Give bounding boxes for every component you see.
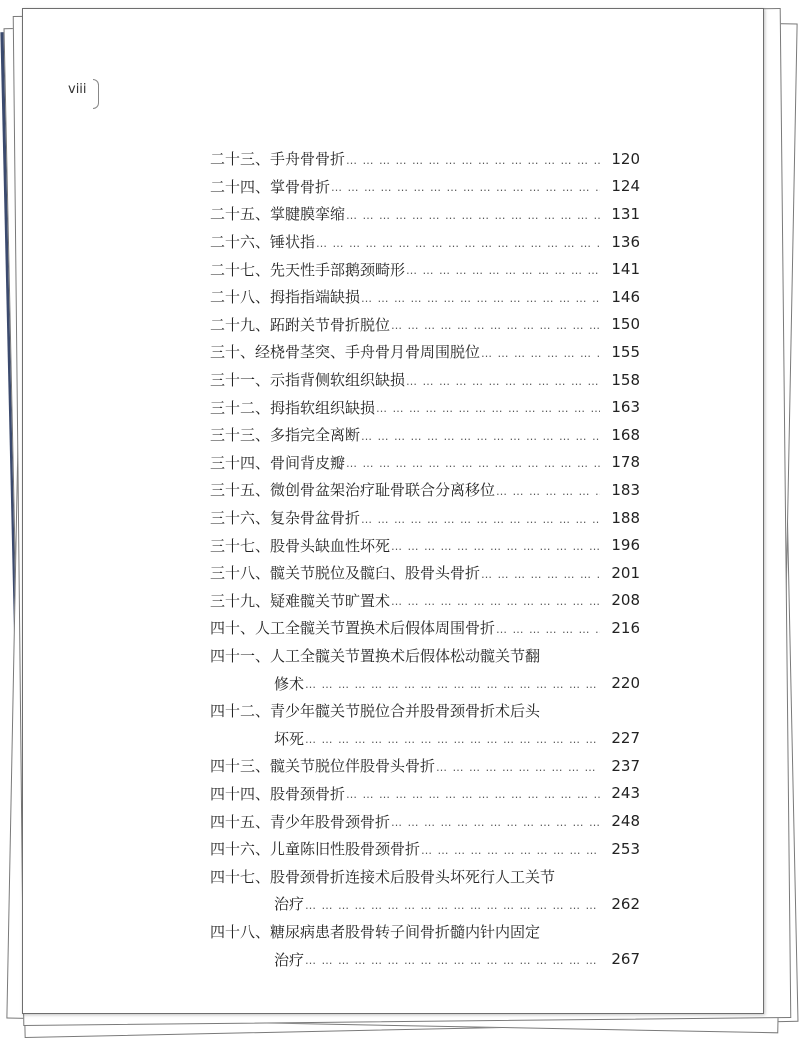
toc-entry-title: 股骨颈骨折连接术后股骨头坏死行人工关节	[270, 867, 556, 886]
toc-entry-title: 经桡骨茎突、手舟骨月骨周围脱位	[255, 343, 481, 362]
toc-entry-title: 微创骨盆架治疗耻骨联合分离移位	[270, 481, 496, 500]
toc-entry-number: 四十一、	[210, 646, 271, 665]
toc-entry-number: 三十三、	[210, 426, 271, 445]
toc-entry-page: 146	[611, 287, 640, 306]
toc-entry-title: 糖尿病患者股骨转子间骨折髓内针内固定	[270, 922, 541, 941]
toc-entry-title: 骨间背皮瓣	[270, 453, 346, 472]
leader-dots	[391, 538, 600, 552]
toc-entry-page: 158	[611, 370, 640, 389]
toc-entry-number: 三十二、	[210, 398, 271, 417]
toc-entry-page: 141	[611, 260, 640, 279]
toc-entry-title: 锤状指	[270, 233, 316, 252]
toc-entry	[210, 504, 640, 532]
toc-entry	[210, 311, 640, 339]
toc-entry-page: 216	[611, 618, 640, 637]
toc-entry-number: 二十三、	[210, 150, 271, 169]
toc-entry-number: 四十六、	[210, 840, 271, 859]
toc-entry	[210, 393, 640, 421]
toc-entry-number: 二十四、	[210, 177, 271, 196]
toc-entry-number: 三十七、	[210, 536, 271, 555]
toc-entry-number: 三十、	[210, 343, 256, 362]
toc-entry-page: 253	[611, 839, 640, 858]
toc-entry-title: 青少年股骨颈骨折	[270, 812, 391, 831]
toc-entry-title-continued: 治疗	[274, 895, 305, 914]
leader-dots	[391, 593, 600, 607]
toc-entry-title-continued: 修术	[274, 674, 305, 693]
toc-entry-number: 三十八、	[210, 564, 271, 583]
leader-dots	[361, 290, 600, 304]
toc-entry-number: 四十八、	[210, 922, 271, 941]
leader-dots	[305, 952, 600, 966]
toc-entry-title: 手舟骨骨折	[270, 150, 346, 169]
toc-entry-number: 三十六、	[210, 509, 271, 528]
toc-entry-continuation	[210, 945, 640, 973]
leader-dots	[496, 621, 600, 635]
leader-dots	[376, 400, 600, 414]
toc-entry-number: 二十九、	[210, 315, 271, 334]
toc-entry-title: 髋关节脱位及髋臼、股骨头骨折	[270, 564, 481, 583]
toc-entry-number: 二十六、	[210, 233, 271, 252]
toc-entry	[210, 642, 640, 670]
leader-dots	[406, 373, 600, 387]
toc-entry	[210, 476, 640, 504]
toc-entry-number: 二十八、	[210, 288, 271, 307]
toc-entry-page: 183	[611, 480, 640, 499]
toc-entry-page: 267	[611, 950, 640, 969]
toc-entry	[210, 697, 640, 725]
toc-entry-page: 262	[611, 894, 640, 913]
toc-entry-page: 131	[611, 204, 640, 223]
toc-entry	[210, 780, 640, 808]
toc-entry-title: 青少年髋关节脱位合并股骨颈骨折术后头	[270, 702, 541, 721]
toc-entry-title: 拇指软组织缺损	[270, 398, 376, 417]
toc-entry-title: 股骨头缺血性坏死	[270, 536, 391, 555]
leader-dots	[361, 428, 600, 442]
toc-entry-number: 四十三、	[210, 757, 271, 776]
page-number-bracket	[93, 79, 99, 109]
toc-entry-number: 四十、	[210, 619, 256, 638]
toc-entry	[210, 255, 640, 283]
toc-entry	[210, 200, 640, 228]
toc-entry-page: 208	[611, 591, 640, 610]
toc-entry	[210, 366, 640, 394]
toc-entry-page: 163	[611, 398, 640, 417]
toc-entry-title: 拇指指端缺损	[270, 288, 361, 307]
toc-entry	[210, 614, 640, 642]
toc-entry	[210, 421, 640, 449]
toc-entry-page: 150	[611, 315, 640, 334]
toc-entry-title: 疑难髋关节旷置术	[270, 591, 391, 610]
toc-entry-continuation	[210, 890, 640, 918]
toc-entry-title: 儿童陈旧性股骨颈骨折	[270, 840, 421, 859]
leader-dots	[481, 566, 600, 580]
toc-entry-page: 237	[611, 756, 640, 775]
toc-entry-page: 120	[611, 149, 640, 168]
toc-entry-page: 124	[611, 177, 640, 196]
toc-entry-title: 人工全髋关节置换术后假体周围骨折	[255, 619, 496, 638]
toc-entry-number: 二十五、	[210, 205, 271, 224]
toc-entry-number: 四十七、	[210, 867, 271, 886]
toc-entry-number: 二十七、	[210, 260, 271, 279]
toc-entry-title: 髋关节脱位伴股骨头骨折	[270, 757, 436, 776]
leader-dots	[346, 207, 600, 221]
toc-entry-page: 136	[611, 232, 640, 251]
leader-dots	[361, 511, 600, 525]
leader-dots	[421, 842, 600, 856]
toc-entry-page: 248	[611, 812, 640, 831]
toc-entry	[210, 531, 640, 559]
toc-entry-page: 178	[611, 453, 640, 472]
toc-entry	[210, 449, 640, 477]
toc-entry-number: 三十四、	[210, 453, 271, 472]
leader-dots	[346, 455, 600, 469]
toc-entry-number: 三十九、	[210, 591, 271, 610]
table-of-contents	[210, 145, 640, 973]
leader-dots	[436, 759, 600, 773]
toc-entry-number: 四十五、	[210, 812, 271, 831]
toc-entry-title: 人工全髋关节置换术后假体松动髋关节翻	[270, 646, 541, 665]
toc-entry	[210, 862, 640, 890]
toc-entry	[210, 173, 640, 201]
toc-entry-page: 227	[611, 729, 640, 748]
toc-entry-page: 201	[611, 563, 640, 582]
toc-entry-page: 220	[611, 674, 640, 693]
toc-entry-continuation	[210, 669, 640, 697]
toc-entry	[210, 338, 640, 366]
toc-entry	[210, 807, 640, 835]
leader-dots	[391, 317, 600, 331]
leader-dots	[346, 786, 600, 800]
toc-entry-title: 掌骨骨折	[270, 177, 331, 196]
toc-entry	[210, 228, 640, 256]
toc-entry	[210, 145, 640, 173]
toc-entry	[210, 835, 640, 863]
toc-entry-page: 168	[611, 425, 640, 444]
toc-entry-title: 先天性手部鹅颈畸形	[270, 260, 406, 279]
toc-entry-title: 股骨颈骨折	[270, 784, 346, 803]
toc-entry-page: 155	[611, 342, 640, 361]
document-page	[22, 8, 764, 1014]
leader-dots	[481, 345, 600, 359]
leader-dots	[391, 814, 600, 828]
toc-entry-title: 复杂骨盆骨折	[270, 509, 361, 528]
toc-entry-number: 四十二、	[210, 702, 271, 721]
toc-entry-continuation	[210, 724, 640, 752]
leader-dots	[346, 152, 600, 166]
toc-entry-title: 多指完全离断	[270, 426, 361, 445]
toc-entry-title: 跖跗关节骨折脱位	[270, 315, 391, 334]
toc-entry-page: 243	[611, 784, 640, 803]
toc-entry-title-continued: 治疗	[274, 950, 305, 969]
toc-entry-title-continued: 坏死	[274, 729, 305, 748]
toc-entry-page: 188	[611, 508, 640, 527]
toc-entry-number: 三十五、	[210, 481, 271, 500]
leader-dots	[305, 897, 600, 911]
toc-entry-number: 三十一、	[210, 371, 271, 390]
toc-entry-title: 示指背侧软组织缺损	[270, 371, 406, 390]
toc-entry-page: 196	[611, 536, 640, 555]
leader-dots	[496, 483, 600, 497]
toc-entry	[210, 587, 640, 615]
leader-dots	[305, 676, 600, 690]
toc-entry	[210, 752, 640, 780]
toc-entry	[210, 918, 640, 946]
leader-dots	[316, 235, 600, 249]
toc-entry-title: 掌腱膜挛缩	[270, 205, 346, 224]
leader-dots	[406, 262, 600, 276]
toc-entry	[210, 559, 640, 587]
toc-entry	[210, 283, 640, 311]
leader-dots	[305, 731, 600, 745]
leader-dots	[331, 179, 600, 193]
page-number: viii	[68, 82, 87, 97]
toc-entry-number: 四十四、	[210, 784, 271, 803]
